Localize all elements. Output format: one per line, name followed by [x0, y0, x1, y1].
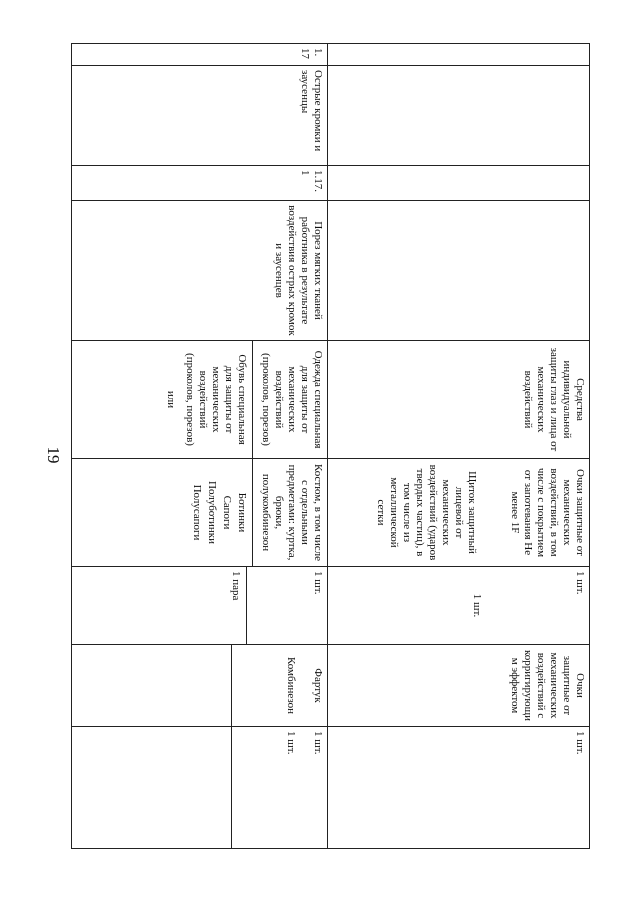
apron-text: Фартук: [312, 668, 324, 703]
cell-hazard-empty: [328, 66, 590, 166]
cell-subnum-empty: [328, 166, 590, 201]
divider: [252, 459, 253, 566]
apron-qty: 1 шт.: [312, 731, 324, 755]
suit-text: Костюм, в том числе с отдельными предметами: куртка, брюки, полукомбинезон: [260, 463, 324, 562]
divider: [252, 341, 253, 458]
footwear-item: Полусапоги: [191, 484, 203, 541]
footwear-item: Полуботинки: [206, 481, 218, 544]
suit-qty: 1 шт.: [312, 571, 324, 595]
face-shield-qty: 1 шт.: [471, 593, 483, 618]
cell-clothing-footwear: [72, 341, 328, 459]
footwear-qty: 1 пара: [230, 571, 242, 601]
cell-eye-qty: [328, 567, 590, 645]
cell-hazard: Острые кромки и заусенцы: [72, 66, 328, 166]
goggles-qty: 1 шт.: [574, 571, 586, 595]
table-row: [72, 44, 328, 849]
coverall-text: Комбинезон: [285, 656, 297, 715]
ppe-table-rotated: [72, 43, 590, 848]
divider: [246, 567, 247, 644]
or-text: или: [165, 390, 177, 409]
ppe-table-wrapper: [72, 43, 590, 848]
cell-num: 1.17: [72, 44, 328, 66]
footwear-list: [190, 463, 248, 562]
cell-risk-empty: [328, 201, 590, 341]
table-row: [328, 44, 590, 849]
cell-eye-protection: Средства индивидуальной защиты глаз и лица от механических воздействий: [328, 341, 590, 459]
face-shield-text: Щиток защитный лицевой от механических воздействий (ударов твердых частиц), в том числе из металлической сетки: [375, 464, 478, 561]
special-clothing-text: Одежда специальная для защиты от механических воздействий (проколов, порезов): [260, 350, 324, 449]
cell-clothing-items: [72, 459, 328, 567]
cell-alt-goggles-qty: 1 шт.: [328, 727, 590, 849]
ppe-table: [71, 43, 590, 849]
cell-eye-ppe: [328, 459, 590, 567]
special-footwear-text: Обувь специальная для защиты от механических воздействий (проколов, порезов): [184, 353, 248, 446]
cell-num-empty: [328, 44, 590, 66]
cell-risk: Порез мягких тканей работника в результате воздействия острых кромок и заусенцев: [72, 201, 328, 341]
cell-subnum: 1.17.1: [72, 166, 328, 201]
cell-alt-goggles: Очки защитные от механических воздействий с корригирующим эффектом: [328, 645, 590, 727]
goggles-text: Очки защитные от механических воздействий, в том числе с покрытием от запотевания Не менее 1F: [509, 467, 586, 558]
page-number: 19: [44, 446, 63, 464]
divider: [231, 727, 232, 848]
divider: [231, 645, 232, 726]
cell-clothing-qty: [72, 567, 328, 645]
footwear-item: Ботинки: [236, 492, 248, 533]
cell-alt-clothing-qty: [72, 727, 328, 849]
coverall-qty: 1 шт.: [285, 731, 297, 755]
cell-alt-clothing: [72, 645, 328, 727]
footwear-item: Сапоги: [221, 495, 233, 530]
